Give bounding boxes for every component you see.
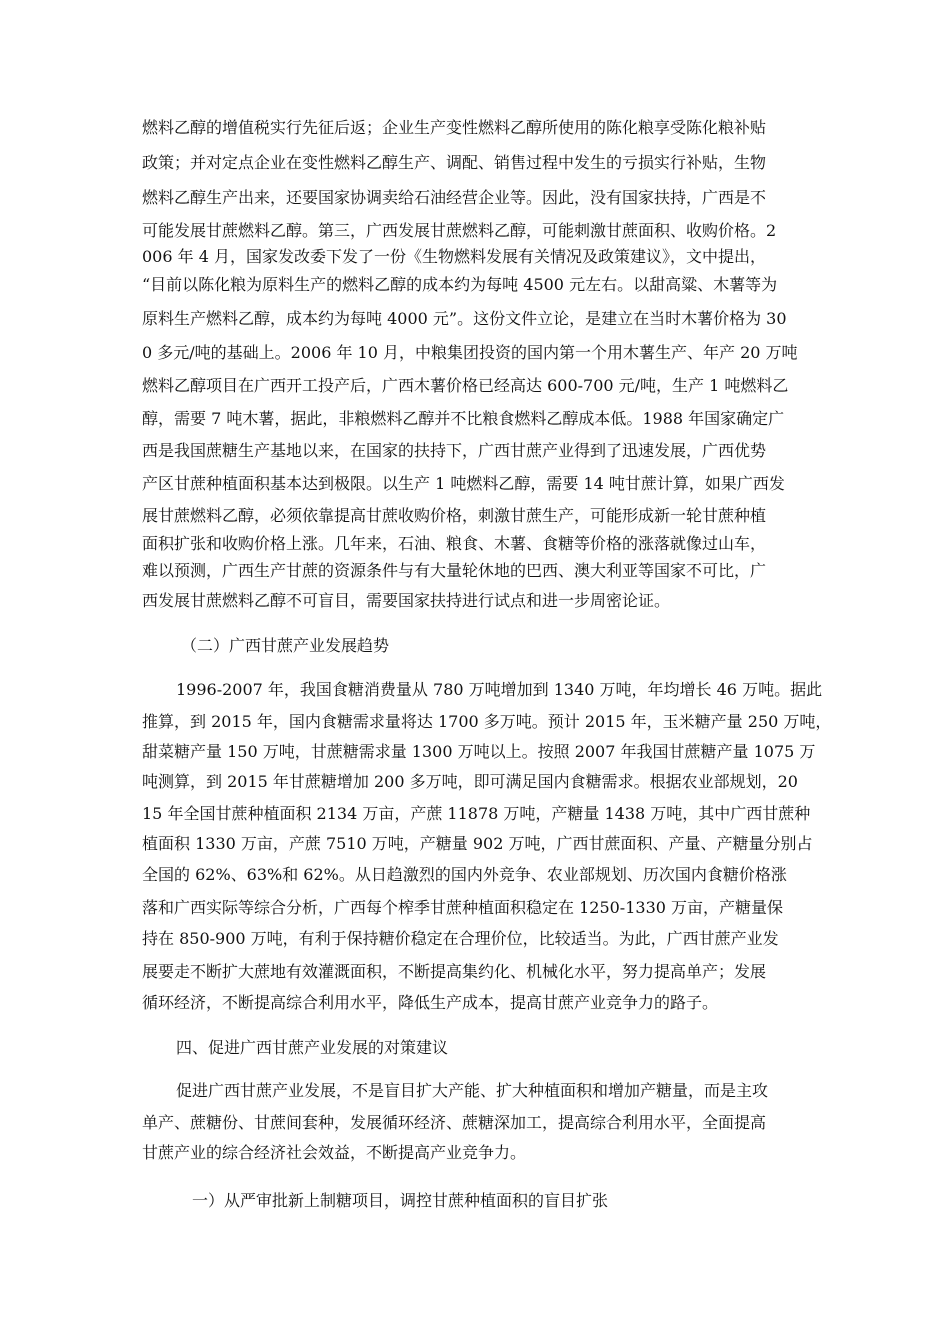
text-line: 燃料乙醇生产出来，还要国家协调卖给石油经营企业等。因此，没有国家扶持，广西是不 [142, 188, 767, 207]
text-line: 吨测算，到 2015 年甘蔗糖增加 200 多万吨，即可满足国内食糖需求。根据农业部规划，20 [142, 772, 798, 791]
text-line: 原料生产燃料乙醇，成本约为每吨 4000 元”。这份文件立论，是建立在当时木薯价格为 30 [142, 309, 787, 328]
text-line: 循环经济，不断提高综合利用水平，降低生产成本，提高甘蔗产业竞争力的路子。 [142, 993, 719, 1012]
section-heading-recommendations: 四、促进广西甘蔗产业发展的对策建议 [176, 1038, 449, 1057]
text-line: 单产、蔗糖份、甘蔗间套种，发展循环经济、蔗糖深加工，提高综合利用水平，全面提高 [142, 1113, 767, 1132]
text-line: 西是我国蔗糖生产基地以来，在国家的扶持下，广西甘蔗产业得到了迅速发展，广西优势 [142, 441, 767, 460]
text-line: 植面积 1330 万亩，产蔗 7510 万吨，产糖量 902 万吨，广西甘蔗面积、产量、产糖量分别占 [142, 834, 813, 853]
text-line: 1996-2007 年，我国食糖消费量从 780 万吨增加到 1340 万吨，年均增长 46 万吨。据此 [176, 680, 823, 699]
text-line: 政策；并对定点企业在变性燃料乙醇生产、调配、销售过程中发生的亏损实行补贴，生物 [142, 153, 767, 172]
text-line: 西发展甘蔗燃料乙醇不可盲目，需要国家扶持进行试点和进一步周密论证。 [142, 591, 671, 610]
text-line: 006 年 4 月，国家发改委下发了一份《生物燃料发展有关情况及政策建议》，文中提出， [142, 247, 766, 266]
section-heading-trend: （二）广西甘蔗产业发展趋势 [181, 636, 390, 655]
text-line: 醇，需要 7 吨木薯，据此，非粮燃料乙醇并不比粮食燃料乙醇成本低。1988 年国家确定广 [142, 409, 785, 428]
text-line: “目前以陈化粮为原料生产的燃料乙醇的成本约为每吨 4500 元左右。以甜高粱、木薯等为 [142, 275, 778, 294]
text-line: 难以预测，广西生产甘蔗的资源条件与有大量轮休地的巴西、澳大利亚等国家不可比，广 [142, 561, 767, 580]
text-line: 展甘蔗燃料乙醇，必须依靠提高甘蔗收购价格，刺激甘蔗生产，可能形成新一轮甘蔗种植 [142, 506, 767, 525]
text-line: 甘蔗产业的综合经济社会效益，不断提高产业竞争力。 [142, 1143, 527, 1162]
text-line: 燃料乙醇项目在广西开工投产后，广西木薯价格已经高达 600-700 元/吨，生产 1 吨燃料乙 [142, 376, 789, 395]
text-line: 可能发展甘蔗燃料乙醇。第三，广西发展甘蔗燃料乙醇，可能刺激甘蔗面积、收购价格。2 [142, 221, 777, 240]
text-line: 甜菜糖产量 150 万吨，甘蔗糖需求量 1300 万吨以上。按照 2007 年我国甘蔗糖产量 1075 万 [142, 742, 816, 761]
subsection-heading-approval: 一）从严审批新上制糖项目，调控甘蔗种植面积的盲目扩张 [192, 1191, 609, 1210]
text-line: 展要走不断扩大蔗地有效灌溉面积，不断提高集约化、机械化水平，努力提高单产；发展 [142, 962, 767, 981]
text-line: 面积扩张和收购价格上涨。几年来，石油、粮食、木薯、食糖等价格的涨落就像过山车， [142, 534, 767, 553]
text-line: 产区甘蔗种植面积基本达到极限。以生产 1 吨燃料乙醇，需要 14 吨甘蔗计算，如果广西发 [142, 474, 785, 493]
text-line: 0 多元/吨的基础上。2006 年 10 月，中粮集团投资的国内第一个用木薯生产、年产 20 万吨 [142, 343, 798, 362]
text-line: 促进广西甘蔗产业发展，不是盲目扩大产能、扩大种植面积和增加产糖量，而是主攻 [176, 1081, 769, 1100]
text-line: 推算，到 2015 年，国内食糖需求量将达 1700 多万吨。预计 2015 年，玉米糖产量 250 万吨， [142, 712, 832, 731]
text-line: 落和广西实际等综合分析，广西每个榨季甘蔗种植面积稳定在 1250-1330 万亩，产糖量保 [142, 898, 784, 917]
text-line: 全国的 62%、63%和 62%。从日趋激烈的国内外竞争、农业部规划、历次国内食糖价格涨 [142, 865, 787, 884]
text-line: 持在 850-900 万吨，有利于保持糖价稳定在合理价位，比较适当。为此，广西甘蔗产业发 [142, 929, 779, 948]
text-line: 燃料乙醇的增值税实行先征后返；企业生产变性燃料乙醇所使用的陈化粮享受陈化粮补贴 [142, 118, 767, 137]
text-line: 15 年全国甘蔗种植面积 2134 万亩，产蔗 11878 万吨，产糖量 1438 万吨，其中广西甘蔗种 [142, 804, 811, 823]
